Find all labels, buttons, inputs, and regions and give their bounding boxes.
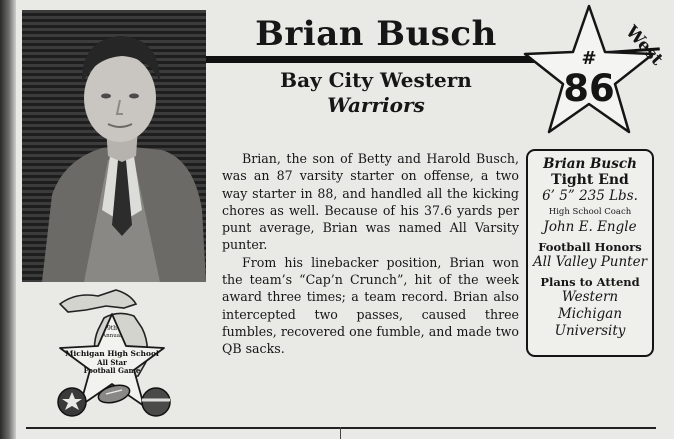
player-photo: [22, 10, 206, 282]
logo-annual-word: Annual: [102, 333, 122, 339]
info-honors: All Valley Punter: [532, 254, 648, 270]
school-name: Bay City Western: [280, 68, 472, 92]
bio-text: [222, 150, 519, 358]
info-honors-label: Football Honors: [538, 240, 642, 254]
header-rule: [206, 56, 552, 63]
player-info-box: [526, 149, 654, 357]
all-star-game-logo: [46, 284, 186, 424]
bottom-rule: [26, 427, 656, 429]
bio-paragraph: From his linebacker position, Brian won the team’s “Cap’n Crunch”, hit of the week award three times; a team record. Brian also intercepted two passes, caused three fumbles, recovered one fumble, and made two QB sacks.: [222, 254, 519, 357]
badge-hash: #: [581, 48, 597, 69]
info-plans-line: Western: [561, 289, 619, 305]
page-edge: [0, 0, 16, 439]
jersey-star-badge: [521, 2, 667, 144]
info-coach-label: High School Coach: [548, 207, 632, 217]
michigan-map-icon: [60, 290, 136, 312]
logo-line2: All Star: [97, 358, 127, 367]
info-plans-label: Plans to Attend: [540, 275, 640, 289]
info-plans-line: Michigan: [557, 306, 623, 322]
bottom-divider: [340, 427, 341, 439]
team-name: Warriors: [327, 93, 425, 117]
bio-paragraph: Brian, the son of Betty and Harold Busch, was an 87 varsity starter on offense, a two way starter in 88, and handled all the kicking chores as well. Because of his 37.6 yards per punt average, Brian was named All Varsity punter.: [222, 151, 519, 253]
info-position: Tight End: [551, 172, 629, 188]
helmet-icon: [142, 388, 170, 416]
player-name-heading: Brian Busch: [255, 14, 497, 54]
helmet-icon: [58, 388, 86, 416]
info-plans-line: University: [554, 323, 626, 339]
info-coach-name: John E. Engle: [543, 219, 637, 235]
logo-line1: Michigan High School: [65, 349, 159, 358]
info-player-name: Brian Busch: [543, 156, 637, 172]
jersey-number: 86: [563, 67, 615, 110]
badge-region: West: [621, 21, 667, 70]
logo-line3: Football Game: [83, 366, 141, 375]
info-size: 6’ 5” 235 Lbs.: [542, 188, 638, 204]
logo-annual-num: 9th: [106, 325, 118, 332]
